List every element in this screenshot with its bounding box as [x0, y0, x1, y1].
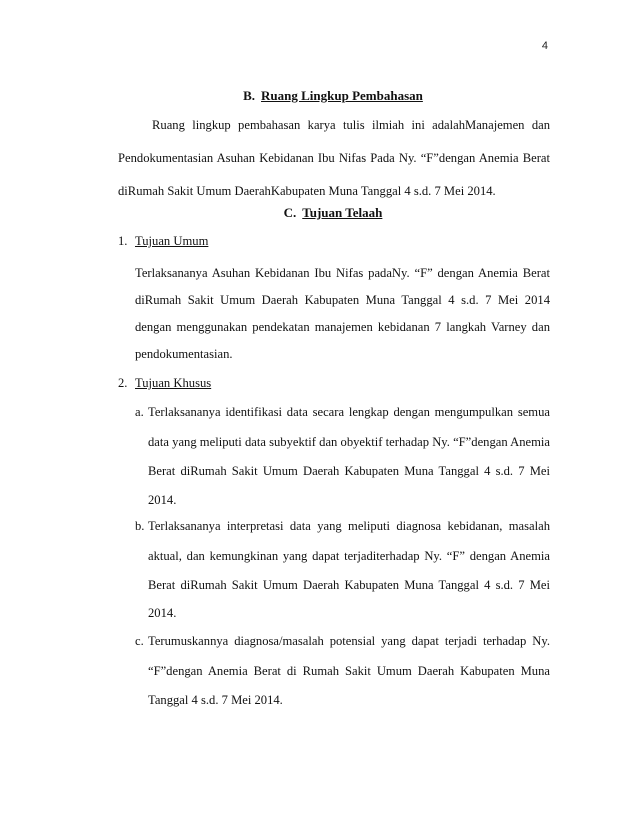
subitem-a-marker: a.: [135, 405, 144, 419]
subitem-b-line-2: aktual, dan kemungkinan yang dapat terjaditerhadap Ny. “F” dengan Anemia: [148, 549, 550, 563]
item-1-line-3: dengan menggunakan pendekatan manajemen kebidanan 7 langkah Varney dan: [135, 320, 550, 334]
subitem-b-line-1: Terlaksananya interpretasi data yang meliputi diagnosa kebidanan, masalah: [148, 519, 550, 533]
section-b-number: B.: [243, 88, 256, 103]
item-2-marker: 2.: [118, 376, 128, 390]
subitem-c-marker: c.: [135, 634, 144, 648]
subitem-b-line-3: Berat diRumah Sakit Umum Daerah Kabupaten Muna Tanggal 4 s.d. 7 Mei: [148, 578, 550, 592]
subitem-c-line-1: Terumuskannya diagnosa/masalah potensial yang dapat terjadi terhadap Ny.: [148, 634, 550, 648]
item-2-title: Tujuan Khusus: [135, 376, 212, 390]
item-1-title: Tujuan Umum: [135, 234, 209, 248]
section-b-line-2: Pendokumentasian Asuhan Kebidanan Ibu Nifas Pada Ny. “F”dengan Anemia Berat: [118, 151, 550, 165]
section-b-title: Ruang Lingkup Pembahasan: [261, 88, 423, 103]
subitem-b-marker: b.: [135, 519, 145, 533]
section-c-number: C.: [283, 205, 297, 220]
section-b-heading: [118, 88, 548, 104]
subitem-a-line-1: Terlaksananya identifikasi data secara lengkap dengan mengumpulkan semua: [148, 405, 550, 419]
item-1-line-4: pendokumentasian.: [135, 347, 233, 361]
page-number: 4: [541, 40, 548, 52]
section-c-title: Tujuan Telaah: [302, 205, 383, 220]
item-1-line-2: diRumah Sakit Umum Daerah Kabupaten Muna Tanggal 4 s.d. 7 Mei 2014: [135, 293, 550, 307]
item-1-line-1: Terlaksananya Asuhan Kebidanan Ibu Nifas padaNy. “F” dengan Anemia Berat: [135, 266, 550, 280]
subitem-a-line-4: 2014.: [148, 493, 177, 507]
subitem-c-line-2: “F”dengan Anemia Berat di Rumah Sakit Umum Daerah Kabupaten Muna: [148, 664, 550, 678]
section-b-line-3: diRumah Sakit Umum DaerahKabupaten Muna Tanggal 4 s.d. 7 Mei 2014.: [118, 184, 496, 198]
subitem-a-line-3: Berat diRumah Sakit Umum Daerah Kabupaten Muna Tanggal 4 s.d. 7 Mei: [148, 464, 550, 478]
subitem-b-line-4: 2014.: [148, 606, 177, 620]
section-b-line-1: Ruang lingkup pembahasan karya tulis ilmiah ini adalahManajemen dan: [152, 118, 550, 132]
subitem-c-line-3: Tanggal 4 s.d. 7 Mei 2014.: [148, 693, 283, 707]
item-1-marker: 1.: [118, 234, 128, 248]
section-c-heading: [118, 205, 548, 221]
subitem-a-line-2: data yang meliputi data subyektif dan obyektif terhadap Ny. “F”dengan Anemia: [148, 435, 550, 449]
